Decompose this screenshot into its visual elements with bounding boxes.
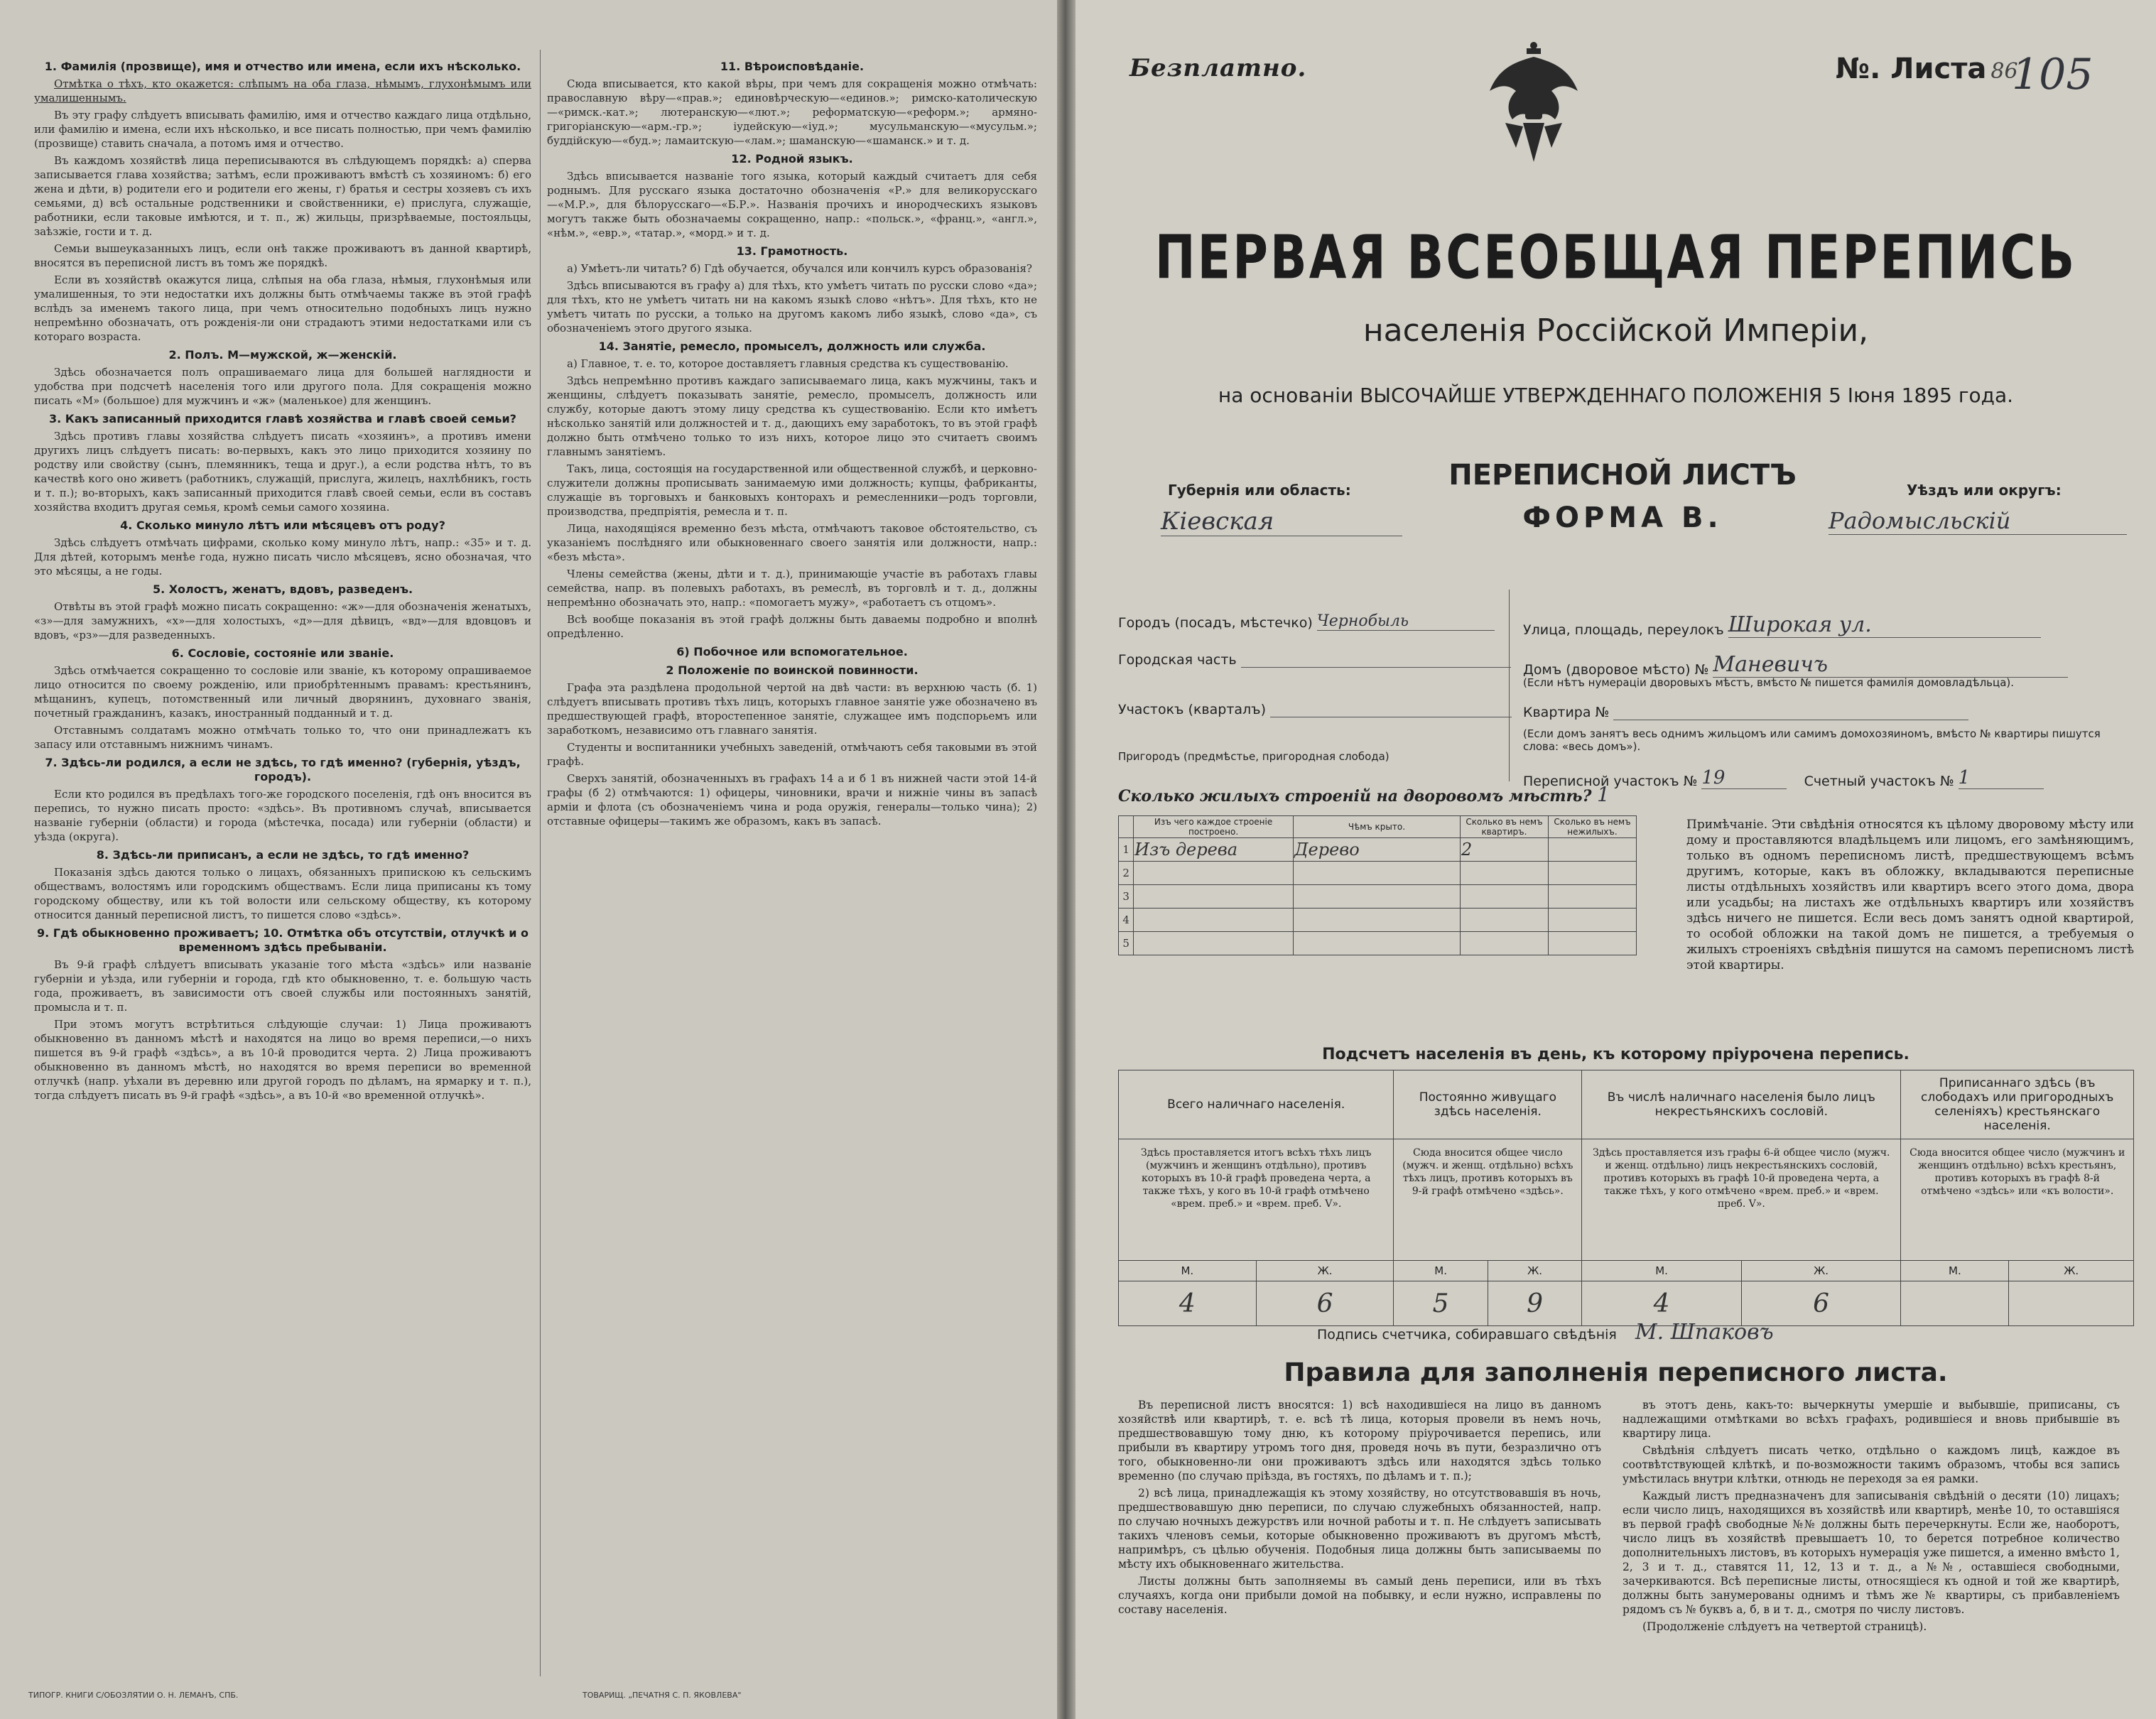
buildings-table [1118,815,1637,955]
count-area-value: 1 [1959,767,2044,789]
instruction-paragraph: Лица, находящіяся временно безъ мѣста, отмѣчаютъ таковое обстоятельство, съ указаніемъ послѣдняго или обыкновеннаго своего занятія или должности, напр.: «безъ мѣста». [547,522,1037,563]
house-note: (Если нѣтъ нумераціи дворовыхъ мѣстъ, вмѣсто № пишется фамилія домовладѣльца). [1523,676,2015,689]
rule-paragraph: Каждый листъ предназначенъ для записыванія свѣдѣній о десяти (10) лицахъ; если число лицъ, находящихся въ хозяйствѣ или квартирѣ, менѣе 10, то оставшіяся въ первой графѣ свободные №№ должны быть перечеркнуты. Если же, наоборотъ, число лицъ въ хозяйствѣ превышаетъ 10, то берется потребное количество дополнительныхъ листовъ, въ которыхъ нумерація уже пишется, а именно вмѣсто 1, 2, 3 и т. д., ставятся 11, 12, 13 и т. д., а №№, оставшіеся свободными, зачеркиваются. Всѣ переписные листы, относящіеся къ одной и той же квартирѣ, должны быть занумерованы однимъ и тѣмъ же № квартиры, съ прибавленіемъ рядомъ съ № буквъ а, б, в и т. д., смотря по числу листовъ. [1623,1490,2120,1616]
buildings-col-material: Изъ чего каждое строеніе построено. [1134,816,1294,838]
archive-folio-number: 105 [2012,50,2093,99]
building-material: Изъ дерева [1134,838,1294,862]
count-peasant-male [1901,1281,2009,1326]
sex-label: М. [1119,1261,1257,1281]
building-apartments [1460,909,1548,932]
city-value: Чернобыль [1317,612,1495,631]
population-count-title: Подсчетъ населенія въ день, къ которому пріурочена перепись. [1322,1046,1909,1063]
count-header-peasant: Приписаннаго здѣсь (въ слободахъ или пригородныхъ селеніяхъ) крестьянскаго населенія. [1901,1070,2134,1139]
population-count-table [1118,1070,2134,1326]
building-row [1119,862,1637,885]
count-non-peasant-male: 4 [1582,1281,1742,1326]
instruction-paragraph: Въ 9-й графѣ слѣдуетъ вписывать указаніе того мѣста «здѣсь» или названіе губерніи и уѣзда, или губерніи и города, гдѣ кто обыкновенно, т. е. большую часть года, проживаетъ, въ зависимости отъ своей службы или постоянныхъ занятій, промысла и т. п. [34,958,531,1014]
sex-label: М. [1394,1261,1488,1281]
instruction-paragraph: Здѣсь обозначается полъ опрашиваемаго лица для большей наглядности и удобства при подсчетѣ населенія того или другого пола. Для сокращенія можно писать «М» (большое) для мужчинъ и «ж» (маленькое) для женщинъ. [34,366,531,407]
building-material [1134,862,1294,885]
count-header-resident: Постоянно живущаго здѣсь населенія. [1394,1070,1582,1139]
signature-value: М. Шпаковъ [1635,1320,1774,1345]
rules-column-1 [1118,1398,1601,1620]
street-field [1523,612,2041,638]
building-row [1119,909,1637,932]
building-material [1134,885,1294,909]
building-row-number: 2 [1119,862,1134,885]
instruction-paragraph: Сюда вписывается, кто какой вѣры, при чемъ для сокращенія можно отмѣчать: православную вѣру—«прав.»; единовѣрческую—«единов.»; римско-католическую—«римск.-кат.»; лютеранскую—«лют.»; реформатскую—«реформ.»; армяно-григоріанскую—«арм.-гр.»; іудейскую—«іуд.»; мусульманскую—«мусульм.»; буддійскую—«буд.»; ламаитскую—«лам.»; шаманскую—«шаманск.» и т. д. [547,77,1037,147]
city-label: Городъ (посадъ, мѣстечко) [1118,615,1313,631]
province-label: Губернія или область: [1168,482,1351,499]
buildings-col-nonres: Сколько въ немъ нежилыхъ. [1548,816,1636,838]
buildings-col-roof: Чѣмъ крыто. [1294,816,1461,838]
building-nonresidential [1548,932,1636,955]
instruction-paragraph: Здѣсь вписывается названіе того языка, который каждый считаетъ для себя роднымъ. Для русскаго языка достаточно обозначенія «Р.» для великорусскаго—«М.Р.», для бѣлорусскаго—«Б.Р.». Названія прочихъ и инородческихъ языковъ могутъ также быть обозначаемы сокращенно, напр.: «польск.», «франц.», «англ.», «нѣм.», «евр.», «татар.», «морд.» и т. д. [547,170,1037,239]
instruction-paragraph: Показанія здѣсь даются только о лицахъ, обязанныхъ припискою къ сельскимъ обществамъ, волостямъ или городскимъ обществамъ. Если лица приписаны къ тому городскому обществу, или къ той волости или сельскому обществу, къ которому относится данный переписной листъ, то пишется слово «здѣсь». [34,866,531,921]
instruction-paragraph: Графа эта раздѣлена продольной чертой на двѣ части: въ верхнюю часть (б. 1) слѣдуетъ вписывать противъ тѣхъ лицъ, которыхъ главное занятіе уже обозначено въ предшествующей графѣ, второстепенное занятіе, служащее имъ подспорьемъ или заработкомъ, независимо отъ главнаго занятія. [547,681,1037,737]
section-heading: 7. Здѣсь-ли родился, а если не здѣсь, то гдѣ именно? (губернія, уѣздъ, городъ). [45,756,521,783]
instruction-paragraph: Здѣсь вписываются въ графу а) для тѣхъ, кто умѣетъ читать по русски слово «да»; для тѣхъ, кто не умѣетъ читать ни на какомъ языкѣ слово «нѣтъ». Для тѣхъ, кто не умѣетъ читать по русски, а только на другомъ какомъ либо языкѣ, слово «да», съ обозначеніемъ этого другого языка. [547,279,1037,335]
instruction-paragraph: Здѣсь противъ главы хозяйства слѣдуетъ писать «хозяинъ», а противъ имени другихъ лицъ слѣдуетъ писать: во-первыхъ, какъ это лицо приходится хозяину по родству или свойству (сынъ, племянникъ, теща и друг.), а если родства нѣтъ, то въ качествѣ кого оно живетъ (работникъ, служащій, прислуга, жилецъ, нахлѣбникъ, гость и т. п.); во-вторыхъ, какъ записанный приходится главѣ своей семьи, если въ составъ хозяйства входитъ другая семья, кромѣ семьи самого хозяина. [34,430,531,514]
count-resident-female: 9 [1488,1281,1581,1326]
section-heading: 9. Гдѣ обыкновенно проживаетъ; 10. Отмѣтка объ отсутствіи, отлучкѣ и о временномъ здѣсь пребываніи. [36,926,529,954]
dwellings-question [1118,783,1610,806]
house-field [1523,652,2068,678]
city-field [1118,612,1495,631]
book-gutter [1057,0,1076,1719]
printer-imprint-left: ТИПОГР. КНИГИ С/ОБОЗЛЯТИИ О. Н. ЛЕМАНЪ, СПБ. [28,1691,239,1700]
district-value: Радомысльскій [1829,507,2127,535]
section-heading: 11. Вѣроисповѣданіе. [720,60,865,73]
instruction-paragraph: Здѣсь отмѣчается сокращенно то сословіе или званіе, къ которому опрашиваемое лицо относится по своему рожденію, или приобрѣтеннымъ правамъ: крестьянинъ, мѣщанинъ, купецъ, потомственный или личный дворянинъ, духовнаго званія, почетный гражданинъ, казакъ, иностранный подданный и т. д. [34,664,531,720]
census-title: ПЕРВАЯ ВСЕОБЩАЯ ПЕРЕПИСЬ [1154,223,2077,293]
count-header-non-peasant: Въ числѣ наличнаго населенія было лицъ некрестьянскихъ сословій. [1582,1070,1901,1139]
building-nonresidential [1548,909,1636,932]
precinct-label: Участокъ (кварталъ) [1118,702,1267,717]
building-apartments [1460,862,1548,885]
street-value: Широкая ул. [1728,612,2041,638]
printer-imprint-right: ТОВАРИЩ. „ПЕЧАТНЯ С. П. ЯКОВЛЕВА" [583,1691,742,1700]
district-label: Уѣздъ или округъ: [1907,482,2062,499]
building-nonresidential [1548,862,1636,885]
buildings-remark: Примѣчаніе. Эти свѣдѣнія относятся къ цѣлому дворовому мѣсту или дому и проставляются владѣльцемъ или лицомъ, его замѣняющимъ, только въ одномъ переписномъ листѣ, предшествующемъ всѣмъ другимъ, которые, какъ въ обложку, вкладываются переписные листы отдѣльныхъ хозяйствъ или квартиръ всего этого дома, двора или усадьбы; на листахъ же отдѣльныхъ квартиръ или хозяйствъ здѣсь ничего не пишется. Если весь домъ занятъ одной квартирой, то особой обложки на такой домъ не пишется, а требуемыя о жилыхъ строеніяхъ свѣдѣнія пишутся на самомъ переписномъ листѣ этой квартиры. [1686,818,2134,972]
enumerator-signature [1317,1320,1774,1345]
section-heading: 6) Побочное или вспомогательное. [676,645,908,658]
building-row [1119,932,1637,955]
sheet-number-label: №. Листа [1836,53,1987,85]
instruction-paragraph: Если кто родился въ предѣлахъ того-же городского поселенія, гдѣ онъ вносится въ перепись, то нужно писать просто: «здѣсь». Въ противномъ случаѣ, вписывается названіе губерніи (области) и города (мѣстечка, посада) или губерніи (области) и уѣзда (округа). [34,788,531,843]
count-desc-present: Здѣсь проставляется итогъ всѣхъ тѣхъ лицъ (мужчинъ и женщинъ отдѣльно), противъ которыхъ въ 10-й графѣ проведена черта, а также тѣхъ, у кого въ 10-й графѣ отмѣчено «врем. преб.» и «врем. преб. V». [1119,1139,1394,1261]
count-present-male: 4 [1119,1281,1257,1326]
house-label: Домъ (дворовое мѣсто) № [1523,662,1709,678]
instruction-paragraph: Сверхъ занятій, обозначенныхъ въ графахъ 14 а и б 1 въ нижней части этой 14-й графы (б 2) отмѣчаются: 1) офицеры, чиновники, врачи и нижніе чины въ запасѣ арміи и флота (съ обозначеніемъ чина и рода оружія, генералы—только чина); 2) отставные офицеры—такимъ же образомъ, какъ въ запасѣ. [547,772,1037,828]
sheet-number [1836,53,2018,85]
building-apartments: 2 [1460,838,1548,862]
count-desc-resident: Сюда вносится общее число (мужч. и женщ. отдѣльно) всѣхъ тѣхъ лицъ, противъ которыхъ въ 9-й графѣ отмѣчено «здѣсь». [1394,1139,1582,1261]
count-resident-male: 5 [1394,1281,1488,1326]
section-heading: 2. Полъ. М—мужской, ж—женскій. [168,348,397,362]
sex-label: М. [1901,1261,2009,1281]
form-subtitle: ФОРМА В. [1522,501,1723,534]
building-roof [1294,862,1461,885]
building-row [1119,885,1637,909]
precinct-field [1118,702,1512,717]
building-material [1134,909,1294,932]
sex-label: Ж. [1488,1261,1581,1281]
form-title: ПЕРЕПИСНОЙ ЛИСТЪ [1448,459,1797,492]
rule-paragraph: 2) всѣ лица, принадлежащія къ этому хозяйству, но отсутствовавшія въ ночь, предшествовавшую дню переписи, по случаю служебныхъ обязанностей, напр. по случаю ночныхъ дежурствъ или ночной работы и т. п. Не слѣдуетъ записывать такихъ членовъ семьи, которые обыкновенно проживаютъ въ другомъ мѣстѣ, напримѣръ, съ цѣлью обученія. Подобныя лица должны быть записываемы по мѣсту ихъ обыкновеннаго жительства. [1118,1487,1601,1571]
count-present-female: 6 [1256,1281,1394,1326]
instruction-paragraph: Члены семейства (жены, дѣти и т. д.), принимающіе участіе въ работахъ главы семейства, напр. въ полевыхъ работахъ, въ ремеслѣ, въ торговлѣ и т. д., должны непремѣнно обозначать это, напр.: «помогаетъ мужу», «работаетъ съ отцомъ». [547,568,1037,609]
column-divider [540,50,541,1676]
section-heading: 4. Сколько минуло лѣтъ или мѣсяцевъ отъ роду? [120,519,445,532]
census-area-value: 19 [1701,767,1787,789]
instruction-paragraph: Здѣсь непремѣнно противъ каждаго записываемаго лица, какъ мужчины, такъ и женщины, слѣдуетъ показывать занятіе, ремесло, промыселъ, должность или службу, которые даютъ этому лицу средства къ существованію. Если кто имѣетъ нѣсколько занятій или должностей и т. д., дающихъ ему заработокъ, то въ этой графѣ должно быть отмѣчено только то изъ нихъ, которое лицо это считаетъ своимъ главнымъ занятіемъ. [547,374,1037,458]
section-heading: 8. Здѣсь-ли приписанъ, а если не здѣсь, то гдѣ именно? [96,848,470,862]
census-subtitle: населенія Россійской Имперіи, [1363,313,1869,349]
section-note: Отмѣтка о тѣхъ, кто окажется: слѣпымъ на оба глаза, нѣмымъ, глухонѣмымъ или умалишеннымъ. [34,77,531,104]
rule-paragraph: (Продолженіе слѣдуетъ на четвертой страницѣ). [1642,1620,1927,1633]
instruction-paragraph: Семьи вышеуказанныхъ лицъ, если онѣ также проживаютъ въ данной квартирѣ, вносятся въ переписной листъ въ томъ же порядкѣ. [34,242,531,269]
building-roof [1294,909,1461,932]
instruction-paragraph: Въ каждомъ хозяйствѣ лица переписываются въ слѣдующемъ порядкѣ: а) сперва записывается глава хозяйства; затѣмъ, если проживаютъ вмѣстѣ съ хозяиномъ: б) его жена и дѣти, в) родители его и родители его жены, г) братья и сестры хозяевъ съ ихъ семьями, д) всѣ остальные родственники и свойственники, е) прислуга, служащіе, работники, если таковые имѣются, и т. п., ж) жильцы, призрѣваемые, постояльцы, заѣзжіе, гости и т. д. [34,154,531,238]
sex-label: М. [1582,1261,1742,1281]
building-row-number: 1 [1119,838,1134,862]
apartment-field [1523,705,1968,720]
instruction-paragraph: Отставнымъ солдатамъ можно отмѣчать только то, что они принадлежатъ къ запасу или отставнымъ нижнимъ чинамъ. [34,724,531,751]
section-heading: 12. Родной языкъ. [731,152,853,166]
sex-label: Ж. [1256,1261,1394,1281]
sex-label: Ж. [1741,1261,1901,1281]
street-label: Улица, площадь, переулокъ [1523,622,1724,638]
building-row-number: 4 [1119,909,1134,932]
left-column-2 [547,55,1037,831]
instruction-paragraph: а) Главное, т. е. то, которое доставляетъ главныя средства къ существованію. [567,357,1009,370]
province-value: Кіевская [1161,507,1402,536]
building-roof [1294,932,1461,955]
count-desc-peasant: Сюда вносится общее число (мужчинъ и женщинъ отдѣльно) всѣхъ крестьянъ, противъ которыхъ въ графѣ 8-й отмѣчено «здѣсь» или «къ волости». [1901,1139,2134,1261]
rule-paragraph: Листы должны быть заполняемы въ самый день переписи, или въ тѣхъ случаяхъ, когда они прибыли домой на побывку, и если нужно, исправлены по составу населенія. [1118,1575,1601,1616]
double-headed-eagle-emblem-icon [1484,41,1583,169]
rule-paragraph: Въ переписной листъ вносятся: 1) всѣ находившіеся на лицо въ данномъ хозяйствѣ или квартирѣ, т. е. всѣ тѣ лица, которыя провели въ немъ ночь, предшествовавшую тому дню, къ которому пріурочивается перепись, или прибыли въ квартиру утромъ того дня, проведя ночь въ пути, безразлично отъ того, обыкновенно-ли они проживаютъ здѣсь или находятся здѣсь только временно (по случаю пріѣзда, въ гостяхъ, по дѣламъ и т. п.); [1118,1399,1601,1482]
instruction-paragraph: Студенты и воспитанники учебныхъ заведеній, отмѣчаютъ себя таковыми въ этой графѣ. [547,741,1037,768]
signature-label: Подпись счетчика, собиравшаго свѣдѣнія [1317,1327,1617,1343]
city-part-label: Городская часть [1118,652,1237,668]
dwellings-answer: 1 [1597,783,1610,806]
count-desc-non-peasant: Здѣсь проставляется изъ графы 6-й общее число (мужч. и женщ. отдѣльно) лицъ некрестьянскихъ сословій, противъ которыхъ въ графѣ 10-й проведена черта, а также тѣхъ, у кого отмѣчено «врем. преб.» и «врем. преб. V». [1582,1139,1901,1261]
instruction-paragraph: Если въ хозяйствѣ окажутся лица, слѣпыя на оба глаза, нѣмыя, глухонѣмыя или умалишенныя, то эти недостатки ихъ должны быть отмѣчаемы также въ этой графѣ вслѣдъ за именемъ такого лица, при чемъ относительно подобныхъ лицъ нужно непремѣнно обозначать, отъ рожденія-ли они страдаютъ этими недостатками или съ котораго возраста. [34,273,531,343]
count-area-label: Счетный участокъ № [1804,774,1954,789]
apartment-label: Квартира № [1523,705,1610,720]
dwellings-question-label: Сколько жилыхъ строеній на дворовомъ мѣстѣ? [1118,787,1592,806]
section-heading: 1. Фамилія (прозвище), имя и отчество или имена, если ихъ нѣсколько. [44,60,521,73]
sheet-number-value: 86 [1990,59,2018,84]
instruction-paragraph: Такъ, лица, состоящія на государственной или общественной службѣ, и церковно-служители должны прописывать занимаемую ими должность; купцы, фабриканты, служащіе въ торговыхъ и банковыхъ конторахъ и ремесленники—родъ торговли, производства, предпріятія, ремесла и т. п. [547,462,1037,518]
rule-paragraph: въ этотъ день, какъ-то: вычеркнуты умершіе и выбывшіе, приписаны, съ надлежащими отмѣтками во всѣхъ графахъ, родившіеся и вновь прибывшіе въ квартиру лица. [1623,1399,2120,1440]
house-value: Маневичъ [1713,652,2068,678]
instruction-paragraph: Всѣ вообще показанія въ этой графѣ должны быть даваемы подробно и вполнѣ опредѣленно. [547,613,1037,640]
buildings-col-num [1119,816,1134,838]
right-page [1076,0,2156,1719]
building-apartments [1460,932,1548,955]
suburb-field [1118,750,1390,763]
buildings-header-row [1119,816,1637,838]
left-page [0,0,1057,1719]
free-label: Безплатно. [1130,54,1307,82]
sex-label: Ж. [2009,1261,2134,1281]
census-area-label: Переписной участокъ № [1523,774,1698,789]
suburb-label: Пригородъ (предмѣстье, пригородная слобода) [1118,750,1390,763]
section-heading: 2 Положеніе по воинской повинности. [666,663,919,677]
building-nonresidential [1548,885,1636,909]
building-roof: Дерево [1294,838,1461,862]
rules-title: Правила для заполненія переписного листа. [1284,1358,1948,1387]
instruction-paragraph: Въ эту графу слѣдуетъ вписывать фамилію, имя и отчество каждаго лица отдѣльно, или фамилію и имена, если ихъ нѣсколько, и все писать полностью, при чемъ фамилію (прозвище) ставить сначала, а потомъ имя и отчество. [34,109,531,150]
building-material [1134,932,1294,955]
building-nonresidential [1548,838,1636,862]
rule-paragraph: Свѣдѣнія слѣдуетъ писать четко, отдѣльно о каждомъ лицѣ, каждое въ соотвѣтствующей клѣткѣ, и по-возможности такимъ образомъ, чтобы вся запись умѣстилась внутри клѣтки, отнюдь не переходя за ея рамки. [1623,1444,2120,1485]
city-part-field [1118,652,1511,668]
building-row-number: 5 [1119,932,1134,955]
building-apartments [1460,885,1548,909]
count-header-row [1119,1070,2134,1139]
count-sex-row [1119,1261,2134,1281]
instruction-paragraph: Отвѣты въ этой графѣ можно писать сокращенно: «ж»—для обозначенія женатыхъ, «з»—для замужнихъ, «х»—для холостыхъ, «д»—для дѣвицъ, «вд»—для вдовцовъ и вдовъ, «рз»—для разведенныхъ. [34,600,531,641]
address-divider [1509,590,1510,781]
section-heading: 6. Сословіе, состояніе или званіе. [171,646,394,660]
rules-column-2 [1623,1398,2120,1637]
section-heading: 14. Занятіе, ремесло, промыселъ, должность или служба. [598,340,986,353]
left-column-1 [34,55,531,1105]
count-header-present: Всего наличнаго населенія. [1119,1070,1394,1139]
count-non-peasant-female: 6 [1741,1281,1901,1326]
building-row-number: 3 [1119,885,1134,909]
section-heading: 5. Холостъ, женатъ, вдовъ, разведенъ. [152,582,413,596]
count-desc-row [1119,1139,2134,1261]
census-basis: на основаніи ВЫСОЧАЙШЕ УТВЕРЖДЕННАГО ПОЛОЖЕНІЯ 5 Іюня 1895 года. [1218,384,2014,407]
section-heading: 3. Какъ записанный приходится главѣ хозяйства и главѣ своей семьи? [49,412,516,425]
buildings-col-apts: Сколько въ немъ квартиръ. [1460,816,1548,838]
instruction-paragraph: а) Умѣетъ-ли читать? б) Гдѣ обучается, обучался или кончилъ курсъ образованія? [567,262,1032,275]
building-roof [1294,885,1461,909]
section-heading: 13. Грамотность. [736,244,848,258]
count-peasant-female [2009,1281,2134,1326]
instruction-paragraph: При этомъ могутъ встрѣтиться слѣдующіе случаи: 1) Лица проживаютъ обыкновенно въ данномъ мѣстѣ и находятся на лицо во время переписи,—о нихъ пишется въ 9-й графѣ «здѣсь», а въ 10-й проводится черта. 2) Лица проживаютъ обыкновенно въ данномъ мѣстѣ, но находятся во время переписи во временной отлучкѣ (напр. уѣхали въ деревню или другой городъ по дѣламъ, на ярмарку и т. п.), тогда слѣдуетъ писать въ 9-й графѣ «здѣсь», а въ 10-й «во временной отлучкѣ». [34,1018,531,1102]
building-row [1119,838,1637,862]
form-header [1118,459,2127,540]
apartment-note: (Если домъ занятъ весь однимъ жильцомъ или самимъ домохозяиномъ, вмѣсто № квартиры пишутся слова: «весь домъ»). [1523,727,2101,753]
instruction-paragraph: Здѣсь слѣдуетъ отмѣчать цифрами, сколько кому минуло лѣтъ, напр.: «35» и т. д. Для дѣтей, которымъ менѣе года, нужно писать число мѣсяцевъ, ясно обозначая, что это мѣсяцы, а не годы. [34,536,531,577]
